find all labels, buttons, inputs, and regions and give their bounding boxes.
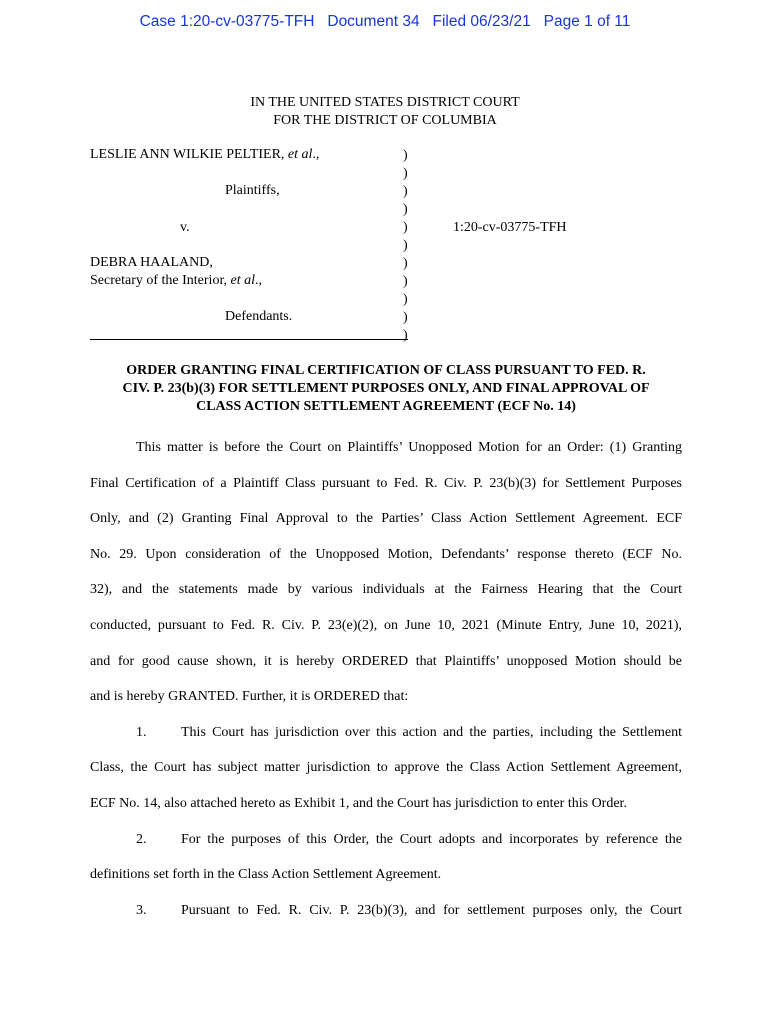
body-line: This matter is before the Court on Plaintiffs’ Unopposed Motion for an Order: (1) Granting xyxy=(136,440,682,455)
paragraph-number: 3. xyxy=(136,902,147,918)
paragraph-number: 1. xyxy=(136,724,147,740)
plaintiffs-label: Plaintiffs, xyxy=(225,183,280,198)
order-title-line-3: CLASS ACTION SETTLEMENT AGREEMENT (ECF No. 14) xyxy=(196,399,576,414)
body-line: conducted, pursuant to Fed. R. Civ. P. 23(e)(2), on June 10, 2021 (Minute Entry, June 10, 2021), xyxy=(90,617,682,633)
defendant-name: DEBRA HAALAND, xyxy=(90,255,213,270)
order-body xyxy=(90,430,682,928)
paragraph-number: 2. xyxy=(136,831,147,847)
caption-parentheses: ) ) ) ) ) ) ) ) ) ) ) xyxy=(403,148,408,343)
order-title-line-2: CIV. P. 23(b)(3) FOR SETTLEMENT PURPOSES ONLY, AND FINAL APPROVAL OF xyxy=(122,381,650,396)
body-line: Final Certification of a Plaintiff Class pursuant to Fed. R. Civ. P. 23(b)(3) for Settlement Purposes xyxy=(90,475,682,491)
defendants-label: Defendants. xyxy=(225,309,293,324)
defendant-title: Secretary of the Interior, et al., xyxy=(90,273,263,288)
paragraph-3-line: 3. Pursuant to Fed. R. Civ. P. 23(b)(3), and for settlement purposes only, the Court xyxy=(90,893,682,929)
body-line: No. 29. Upon consideration of the Unopposed Motion, Defendants’ response thereto (ECF No. xyxy=(90,546,682,562)
body-line: Only, and (2) Granting Final Approval to the Parties’ Class Action Settlement Agreement. ECF xyxy=(90,511,682,527)
case-number: 1:20-cv-03775-TFH xyxy=(453,220,567,235)
paragraph-2-line: definitions set forth in the Class Action Settlement Agreement. xyxy=(90,867,442,883)
court-heading-line-2: FOR THE DISTRICT OF COLUMBIA xyxy=(273,113,497,128)
paragraph-2-line: 2. For the purposes of this Order, the Court adopts and incorporates by reference the xyxy=(90,822,682,858)
order-title xyxy=(90,362,682,416)
plaintiff-name: LESLIE ANN WILKIE PELTIER, et al., xyxy=(90,147,320,162)
ecf-filing-stamp: Case 1:20-cv-03775-TFH Document 34 Filed 06/23/21 Page 1 of 11 xyxy=(139,13,631,30)
order-title-line-1: ORDER GRANTING FINAL CERTIFICATION OF CLASS PURSUANT TO FED. R. xyxy=(126,363,646,378)
caption-rule xyxy=(90,339,408,340)
case-caption xyxy=(90,147,690,347)
paragraph-1-line: 1. This Court has jurisdiction over this action and the parties, including the Settlement xyxy=(90,715,682,751)
court-heading-line-1: IN THE UNITED STATES DISTRICT COURT xyxy=(250,95,520,110)
body-line: 32), and the statements made by various individuals at the Fairness Hearing that the Court xyxy=(90,582,682,598)
body-line: and for good cause shown, it is hereby ORDERED that Plaintiffs’ unopposed Motion should be xyxy=(90,653,682,669)
body-line: and is hereby GRANTED. Further, it is ORDERED that: xyxy=(90,689,409,705)
paragraph-1-line: ECF No. 14, also attached hereto as Exhibit 1, and the Court has jurisdiction to enter this Order. xyxy=(90,795,627,811)
court-heading xyxy=(0,94,770,130)
versus-label: v. xyxy=(180,220,190,235)
paragraph-1-line: Class, the Court has subject matter jurisdiction to approve the Class Action Settlement Agreement, xyxy=(90,760,682,776)
